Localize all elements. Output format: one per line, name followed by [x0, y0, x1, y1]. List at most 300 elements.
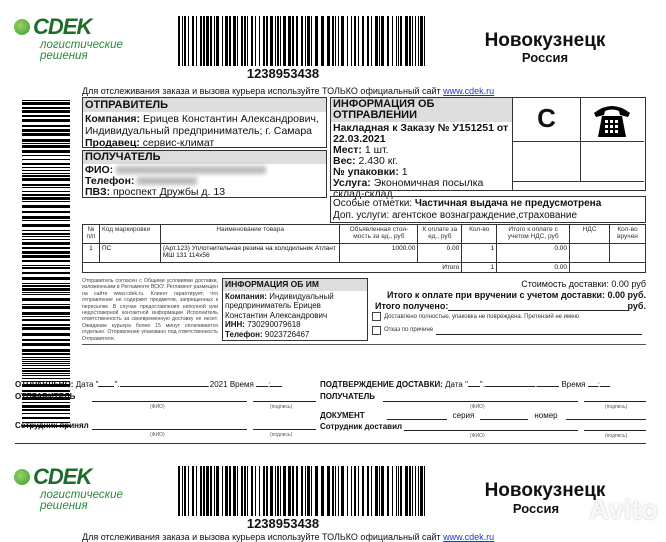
barcode-bar — [358, 466, 359, 516]
barcode-bar — [415, 16, 416, 66]
tracking-note — [82, 86, 494, 96]
barcode-bar — [381, 16, 384, 66]
received-field — [375, 301, 646, 311]
tracking-note-text: Для отслеживания заказа и вызова курьера используйте ТОЛЬКО официальный сайт — [82, 86, 444, 96]
sent-row: ОТПРАВЛЕНО: Дата " ". .2021 Время : — [15, 380, 282, 389]
total-label: Итого — [83, 263, 462, 273]
telephone-icon — [581, 98, 644, 142]
col-header: № п/п — [83, 225, 100, 244]
barcode-bar — [192, 16, 194, 66]
barcode-bar — [22, 417, 70, 419]
checkbox[interactable] — [372, 326, 381, 335]
barcode-number: 1238953438 — [246, 66, 320, 81]
barcode-bar — [22, 373, 70, 374]
barcode-bar — [259, 466, 260, 516]
logo-icon — [14, 19, 30, 35]
label: Сотрудник принял — [15, 421, 89, 430]
destination-country: Россия — [521, 50, 569, 65]
barcode-bar — [251, 16, 253, 66]
barcode — [178, 16, 440, 66]
barcode-bar — [216, 16, 219, 66]
col-header: Наименование товара — [160, 225, 340, 244]
barcode-bar — [22, 107, 70, 109]
caption: (подпись) — [270, 432, 293, 438]
barcode-bar — [266, 466, 268, 516]
barcode-bar — [22, 265, 70, 266]
cdek-logo — [14, 464, 134, 512]
label: Отказ по причине — [384, 327, 434, 333]
barcode-bar — [315, 16, 318, 66]
shipment-box — [330, 97, 513, 200]
shipment-title: ИНФОРМАЦИЯ ОБ ОТПРАВЛЕНИИ — [331, 98, 512, 122]
sender-company: Ерицев Константин Александрович, Индивидуальный предприниматель; г. Самара — [85, 113, 319, 137]
label: Вес: — [333, 155, 356, 167]
barcode-bar — [412, 16, 413, 66]
col-header: Кол-во вручен — [609, 225, 645, 244]
barcode-bar — [22, 205, 70, 208]
barcode-bar — [22, 173, 70, 174]
label: Дата — [75, 380, 94, 389]
barcode-bar — [332, 16, 334, 66]
caption: (ФИО) — [150, 432, 165, 438]
barcode-bar — [22, 233, 70, 235]
label: № упаковки: — [333, 166, 399, 178]
barcode-bar — [22, 175, 70, 177]
barcode-bar — [387, 466, 389, 516]
package-number: 1 — [401, 166, 408, 178]
cell: ПС — [99, 244, 160, 263]
barcode-bar — [335, 466, 336, 516]
label: ОТПРАВИТЕЛЬ — [15, 392, 76, 401]
barcode-bar — [22, 102, 70, 105]
barcode-bar — [311, 16, 312, 66]
barcode-bar — [335, 16, 336, 66]
doc-number-input[interactable] — [566, 412, 646, 420]
barcode-bar — [22, 129, 70, 132]
barcode-bar — [22, 155, 70, 156]
sender-title: ОТПРАВИТЕЛЬ — [83, 98, 326, 112]
barcode-bar — [379, 16, 380, 66]
barcode-bar — [412, 466, 413, 516]
barcode-bar — [22, 230, 70, 231]
logo-wordmark: CDEK — [33, 464, 92, 489]
barcode-bar — [22, 288, 70, 291]
barcode-bar — [367, 16, 369, 66]
invoice-number: Накладная к Заказу № У151251 от 22.03.2021 — [333, 122, 509, 145]
label: номер — [534, 411, 558, 420]
barcode-bar — [424, 16, 425, 66]
logo-tagline: логистические — [40, 489, 123, 501]
barcode-bar — [371, 466, 372, 516]
barcode-bar — [22, 365, 70, 366]
barcode-bar — [22, 343, 70, 346]
cdek-link[interactable]: www.cdek.ru — [443, 532, 495, 542]
tracking-note — [82, 532, 494, 542]
received-input[interactable] — [448, 301, 627, 311]
im-title: ИНФОРМАЦИЯ ОБ ИМ — [223, 279, 367, 291]
caption: (ФИО) — [150, 404, 165, 410]
barcode-bar — [347, 16, 348, 66]
side-barcode — [22, 100, 70, 440]
sender-sign-line[interactable] — [253, 395, 316, 402]
barcode-bar — [270, 16, 273, 66]
barcode-bar — [22, 125, 70, 127]
barcode-bar — [292, 16, 294, 66]
barcode-bar — [263, 16, 265, 66]
caption: (ФИО) — [470, 433, 485, 439]
barcode-bar — [22, 306, 70, 309]
barcode-bar — [233, 16, 236, 66]
barcode-bar — [22, 178, 70, 181]
barcode-bar — [22, 319, 70, 321]
label: ПВЗ: — [85, 186, 111, 198]
barcode-bar — [22, 251, 70, 254]
barcode-bar — [341, 466, 344, 516]
delivered-sign-line[interactable] — [584, 424, 646, 431]
barcode-bar — [203, 466, 205, 516]
barcode-bar — [305, 16, 306, 66]
barcode-bar — [22, 150, 70, 153]
barcode-bar — [280, 466, 281, 516]
mode-letter: С — [513, 98, 581, 142]
label: Итого получено: — [375, 301, 449, 311]
barcode-bar — [362, 16, 364, 66]
delivered-label — [320, 422, 402, 431]
barcode-bar — [22, 100, 70, 101]
barcode-bar — [22, 361, 70, 362]
service: Экономичная посылка склад-склад — [333, 177, 484, 200]
cell — [570, 244, 610, 263]
label: Услуга: — [333, 177, 371, 189]
cell: (Арт.123) Уплотнительная резина на холодильник Атлант МШ 131 114х56 — [160, 244, 340, 263]
barcode-bar — [22, 159, 70, 160]
label: ФИО: — [85, 164, 114, 176]
barcode-bar — [22, 327, 70, 330]
barcode-bar — [182, 466, 183, 516]
col-header: Объявленная стои-мость за ед., руб — [340, 225, 418, 244]
sender-seller: сервис-климат — [142, 137, 215, 149]
label: Особые отметки: — [333, 198, 413, 209]
barcode-bar — [22, 316, 70, 317]
barcode-bar — [22, 333, 70, 336]
check-refuse[interactable] — [372, 325, 642, 336]
total-qty: 1 — [462, 263, 497, 273]
barcode-bar — [22, 242, 70, 245]
label: Продавец: — [85, 137, 140, 149]
barcode-bar — [222, 466, 223, 516]
im-inn: 730290079618 — [247, 320, 301, 329]
code-grid — [512, 97, 646, 191]
label: серия — [452, 411, 475, 420]
barcode-bar — [387, 16, 389, 66]
barcode-bar — [307, 466, 310, 516]
barcode-bar — [22, 224, 70, 227]
barcode-bar — [214, 16, 215, 66]
caption: (подпись) — [605, 433, 628, 439]
barcode-bar — [22, 163, 70, 165]
barcode-bar — [22, 247, 70, 249]
caption: (ФИО) — [470, 404, 485, 410]
barcode-bar — [203, 16, 205, 66]
barcode-bar — [301, 16, 303, 66]
barcode-bar — [22, 339, 70, 341]
label: Время — [561, 380, 586, 389]
label: ДОКУМЕНТ — [320, 411, 365, 420]
barcode-bar — [178, 466, 180, 516]
accepted-fio-line[interactable] — [92, 423, 247, 430]
barcode-bar — [22, 370, 70, 372]
barcode-bar — [275, 466, 276, 516]
barcode-bar — [327, 16, 330, 66]
barcode — [178, 466, 440, 516]
barcode-bar — [22, 133, 70, 136]
barcode-bar — [338, 466, 339, 516]
barcode-bar — [22, 292, 70, 293]
barcode-bar — [371, 16, 372, 66]
barcode-bar — [22, 267, 70, 269]
barcode-bar — [332, 466, 334, 516]
barcode-bar — [237, 466, 238, 516]
col-header: Кол-во — [462, 225, 497, 244]
sender-box — [82, 97, 327, 148]
cell — [609, 244, 645, 263]
checkbox[interactable] — [372, 312, 381, 321]
label: Телефон: — [225, 329, 263, 339]
barcode-bar — [22, 272, 70, 274]
table-total-row — [83, 263, 646, 273]
barcode-bar — [396, 466, 397, 516]
recipient-name-redacted — [116, 166, 266, 174]
barcode-bar — [22, 187, 70, 188]
barcode-bar — [22, 139, 70, 142]
delivered-fio-line[interactable] — [404, 424, 578, 431]
barcode-bar — [22, 191, 70, 192]
barcode-bar — [22, 255, 70, 258]
barcode-bar — [22, 194, 70, 196]
extra-services: агентское вознаграждение,страхование — [391, 209, 578, 221]
barcode-bar — [379, 466, 380, 516]
barcode-bar — [418, 16, 419, 66]
label: Компания: — [225, 291, 267, 301]
barcode-bar — [22, 197, 70, 200]
barcode-bar — [237, 16, 238, 66]
barcode-bar — [22, 170, 70, 171]
barcode-bar — [233, 466, 236, 516]
logo-wordmark: CDEK — [33, 14, 92, 39]
barcode-bar — [292, 466, 294, 516]
barcode-bar — [22, 143, 70, 144]
barcode-bar — [351, 16, 352, 66]
avito-watermark: Avito — [589, 494, 658, 525]
weight: 2.430 кг. — [358, 155, 398, 167]
barcode-bar — [22, 349, 70, 352]
barcode-bar — [22, 353, 70, 355]
barcode-bar — [420, 466, 423, 516]
barcode-bar — [196, 16, 197, 66]
barcode-bar — [22, 312, 70, 315]
logo-icon — [14, 469, 30, 485]
places: 1 шт. — [364, 144, 389, 156]
barcode-bar — [409, 466, 411, 516]
barcode-bar — [255, 466, 256, 516]
cell: 1 — [83, 244, 100, 263]
barcode-bar — [184, 16, 186, 66]
barcode-bar — [22, 283, 70, 284]
recipient-phone-redacted — [137, 177, 197, 185]
barcode-bar — [22, 298, 70, 301]
label: Доставлено полностью, упаковка не повреждена. Претензий не имею — [384, 314, 579, 321]
confirm-row: ПОДТВЕРЖДЕНИЕ ДОСТАВКИ: Дата " ". . Время : — [320, 380, 610, 389]
recipient-fio-line[interactable] — [383, 395, 578, 402]
cell — [570, 263, 646, 273]
tracking-note-text: Для отслеживания заказа и вызова курьера используйте ТОЛЬКО официальный сайт — [82, 532, 444, 542]
label: Компания: — [85, 113, 141, 125]
special-notes — [330, 196, 646, 223]
barcode-bar — [22, 405, 70, 408]
barcode-bar — [296, 466, 298, 516]
barcode-bar — [400, 16, 402, 66]
total-sum: 0.00 — [497, 263, 570, 273]
barcode-bar — [307, 16, 310, 66]
label: Телефон: — [85, 175, 135, 187]
barcode-bar — [296, 16, 298, 66]
barcode-bar — [22, 359, 70, 360]
barcode-bar — [315, 466, 318, 516]
barcode-bar — [206, 466, 209, 516]
barcode-bar — [22, 260, 70, 262]
barcode-bar — [188, 466, 189, 516]
delivery-cost: Стоимость доставки: 0.00 руб — [521, 279, 646, 289]
barcode-number: 1238953438 — [246, 516, 320, 531]
destination-city: Новокузнецк — [484, 480, 606, 501]
logo-tagline: решения — [40, 50, 88, 62]
barcode-bar — [200, 466, 202, 516]
barcode-bar — [375, 466, 378, 516]
barcode-bar — [288, 16, 291, 66]
code-cell — [513, 141, 581, 182]
barcode-bar — [405, 16, 408, 66]
im-info-box — [222, 278, 368, 341]
barcode-bar — [362, 466, 364, 516]
im-company: Индивидуальный предприниматель Ерицев Константин Александрович — [225, 291, 334, 320]
barcode-bar — [354, 16, 356, 66]
barcode-bar — [392, 466, 393, 516]
sender-label — [15, 392, 75, 401]
barcode-bar — [241, 466, 243, 516]
label: .2021 — [207, 380, 228, 389]
total-on-delivery: Итого к оплате при вручении с учетом доставки: 0.00 руб. — [386, 290, 646, 300]
barcode-bar — [22, 119, 70, 122]
barcode-bar — [22, 145, 70, 148]
doc-series-input[interactable] — [480, 412, 528, 420]
cdek-link[interactable]: www.cdek.ru — [443, 86, 495, 96]
table-row — [83, 244, 646, 263]
legal-terms: Отправитель согласен с Общими условиями доставки, изложенными в Регламенте ВСКУ. Регламент размещен на сайте www.cdek.ru. Клиент гарантирует, что отправление не содержит предметов, запрещенных к пересылке. В случае предоставления неполной или недостоверной контактной информации Исполнитель ответственность за своевременную доставку не несет. Ожидание курьера более 15 минут оплачивается отдельно. Отправление упаковано под ответственность Отправителя. — [82, 278, 218, 342]
barcode-bar — [424, 466, 425, 516]
label: Мест: — [333, 144, 362, 156]
notes-value: Частичная выдача не предусмотрена — [414, 198, 602, 209]
barcode-bar — [210, 16, 212, 66]
barcode-bar — [283, 16, 286, 66]
barcode-bar — [222, 16, 223, 66]
accepted-label — [15, 421, 89, 430]
recipient-sign-line[interactable] — [584, 395, 646, 402]
caption: (подпись) — [270, 404, 293, 410]
barcode-bar — [277, 16, 279, 66]
barcode-bar — [321, 16, 324, 66]
barcode-bar — [244, 466, 246, 516]
barcode-bar — [347, 466, 348, 516]
table-header — [83, 225, 646, 244]
barcode-bar — [338, 16, 339, 66]
barcode-bar — [255, 16, 256, 66]
barcode-bar — [22, 402, 70, 403]
barcode-bar — [22, 115, 70, 117]
barcode-bar — [367, 466, 369, 516]
barcode-bar — [216, 466, 219, 516]
barcode-bar — [22, 201, 70, 202]
logo-tagline: решения — [40, 500, 88, 512]
divider — [82, 344, 646, 345]
barcode-bar — [288, 466, 291, 516]
check-delivered[interactable] — [372, 312, 579, 323]
refuse-reason-input[interactable] — [436, 327, 642, 335]
barcode-bar — [259, 16, 260, 66]
sender-fio-line[interactable] — [92, 395, 247, 402]
im-phone: 9023726467 — [264, 329, 310, 339]
barcode-bar — [321, 466, 324, 516]
barcode-bar — [22, 220, 70, 221]
barcode-bar — [214, 466, 215, 516]
barcode-bar — [22, 239, 70, 240]
barcode-bar — [229, 16, 231, 66]
barcode-bar — [22, 324, 70, 326]
barcode-bar — [22, 167, 70, 168]
doc-type-input[interactable] — [387, 412, 447, 420]
barcode-bar — [182, 16, 183, 66]
accepted-sign-line[interactable] — [253, 423, 316, 430]
barcode-bar — [22, 277, 70, 280]
destination-country: Россия — [512, 501, 560, 516]
barcode-bar — [22, 184, 70, 186]
barcode-bar — [420, 16, 423, 66]
barcode-bar — [210, 466, 212, 516]
barcode-bar — [311, 466, 312, 516]
barcode-bar — [351, 466, 352, 516]
barcode-bar — [206, 16, 209, 66]
cell: 0.00 — [497, 244, 570, 263]
barcode-bar — [398, 466, 399, 516]
code-cell — [581, 141, 644, 182]
barcode-bar — [400, 466, 402, 516]
barcode-bar — [188, 16, 189, 66]
caption: (подпись) — [605, 404, 628, 410]
recipient-pvz: проспект Дружбы д. 13 — [113, 186, 226, 198]
barcode-bar — [22, 110, 70, 113]
barcode-bar — [398, 16, 399, 66]
barcode-bar — [196, 466, 197, 516]
items-table — [82, 224, 646, 273]
barcode-bar — [301, 466, 303, 516]
label: Сотрудник доставил — [320, 422, 403, 431]
barcode-bar — [225, 466, 228, 516]
cell: 1000.00 — [340, 244, 418, 263]
barcode-bar — [341, 16, 344, 66]
barcode-bar — [22, 363, 70, 364]
document-row — [320, 411, 646, 420]
divider — [15, 443, 646, 444]
recipient-box — [82, 150, 327, 198]
